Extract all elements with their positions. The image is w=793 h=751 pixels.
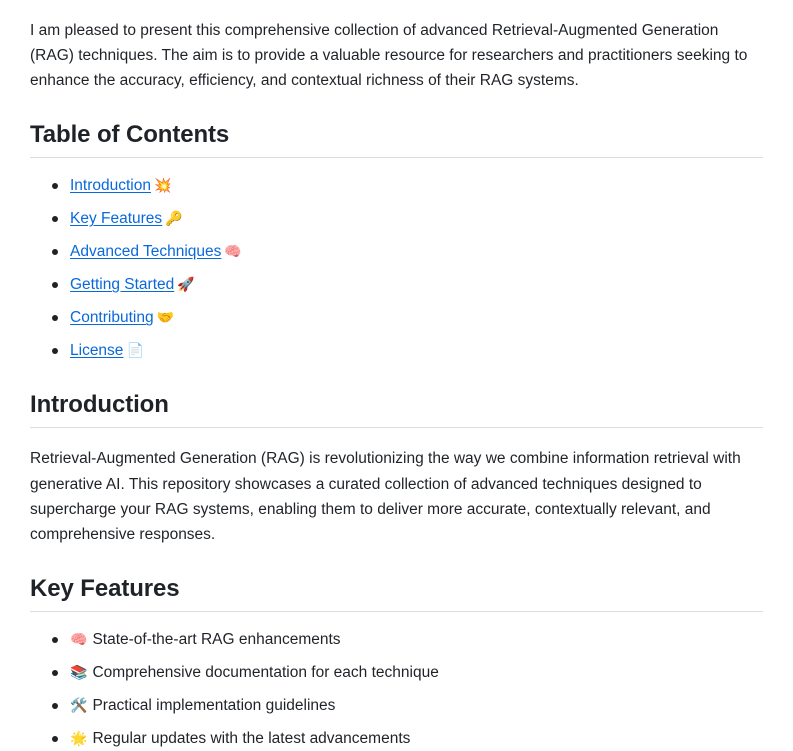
list-item[interactable]: [52, 240, 763, 264]
page-icon: 📄: [126, 343, 144, 360]
toc-link-license[interactable]: License: [70, 342, 124, 360]
toc-link-advanced-techniques[interactable]: Advanced Techniques: [70, 243, 222, 261]
brain-icon: 🧠: [70, 631, 88, 648]
key-feature-label: Regular updates with the latest advancements: [92, 729, 411, 747]
toc-link-getting-started[interactable]: Getting Started: [70, 276, 175, 294]
table-of-contents-heading: Table of Contents: [30, 121, 763, 158]
list-item[interactable]: [52, 306, 763, 330]
key-feature-label: Comprehensive documentation for each technique: [92, 663, 439, 681]
toc-link-contributing[interactable]: Contributing: [70, 309, 154, 327]
key-feature-label: Practical implementation guidelines: [92, 696, 336, 714]
rocket-icon: 🚀: [177, 277, 195, 294]
introduction-heading: Introduction: [30, 391, 763, 428]
collision-icon: 💥: [154, 178, 172, 195]
list-item[interactable]: [52, 174, 763, 198]
intro-paragraph: I am pleased to present this comprehensive collection of advanced Retrieval-Augmented Generation (RAG) techniques. The aim is to provide a valuable resource for researchers and practitioners seeking to enhance the accuracy, efficiency, and contextual richness of their RAG systems.: [30, 22, 748, 90]
list-item: [52, 661, 763, 685]
list-item[interactable]: [52, 273, 763, 297]
toc-link-introduction[interactable]: Introduction: [70, 177, 151, 195]
key-feature-label: State-of-the-art RAG enhancements: [92, 630, 341, 648]
list-item[interactable]: [52, 207, 763, 231]
key-icon: 🔑: [165, 211, 183, 228]
handshake-icon: 🤝: [156, 310, 175, 327]
key-features-heading: Key Features: [30, 575, 763, 612]
list-item: [52, 694, 763, 718]
brain-icon: 🧠: [224, 244, 242, 261]
star-icon: 🌟: [70, 730, 88, 747]
list-item: [52, 727, 763, 751]
tools-icon: 🛠️: [70, 697, 88, 714]
toc-link-key-features[interactable]: Key Features: [70, 210, 163, 228]
books-icon: 📚: [70, 664, 88, 681]
key-features-list: [30, 628, 763, 751]
list-item: [52, 628, 763, 652]
table-of-contents-list: [30, 174, 763, 363]
list-item[interactable]: [52, 339, 763, 363]
introduction-paragraph: Retrieval-Augmented Generation (RAG) is revolutionizing the way we combine information retrieval with generative AI. This repository showcases a curated collection of advanced techniques designed to supercharge your RAG systems, enabling them to deliver more accurate, contextually relevant, and comprehensive responses.: [30, 450, 741, 543]
